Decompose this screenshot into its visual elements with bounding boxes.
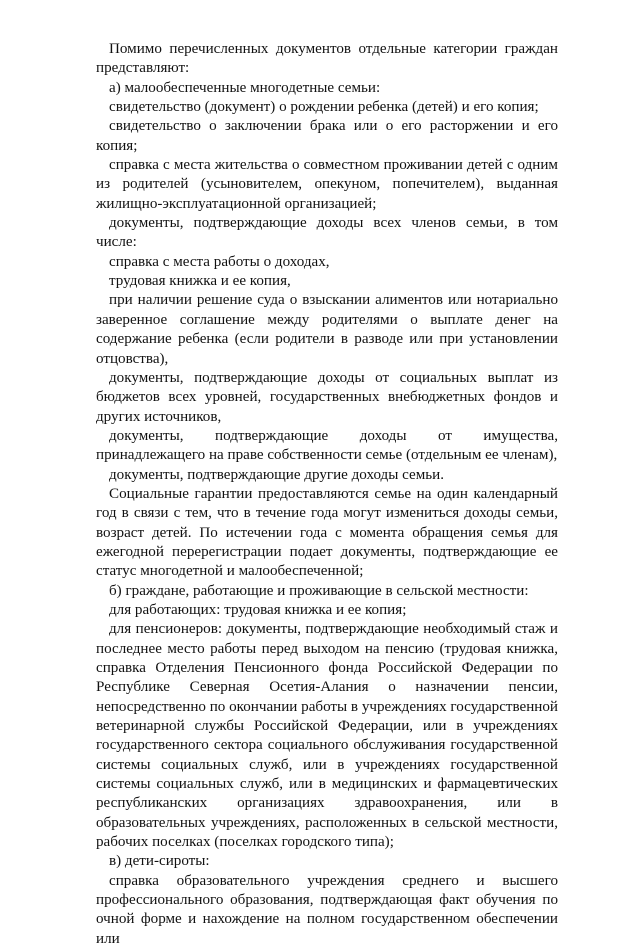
- list-item: свидетельство (документ) о рождении ребенка (детей) и его копия;: [109, 99, 539, 116]
- list-item: документы, подтверждающие другие доходы семьи.: [109, 466, 445, 483]
- list-item: справка с места жительства о совместном проживании детей с одним из родителей (усыновителем, опекуном, попечителем), выданная жилищно-эксплуатационной организацией;: [96, 157, 558, 212]
- list-item: для работающих: трудовая книжка и ее копия;: [109, 601, 407, 618]
- section-b-heading: б) граждане, работающие и проживающие в сельской местности:: [109, 582, 529, 599]
- list-item: справка с места работы о доходах,: [109, 253, 330, 270]
- list-item: для пенсионеров: документы, подтверждающие необходимый стаж и последнее место работы перед выходом на пенсию (трудовая книжка, справка Отделения Пенсионного фонда Российской Федерации по Республике Северная Осетия-Алания о назначении пенсии, непосредственно по окончании работы в учреждениях государственной ветеринарной службы Российской Федерации, или в учреждениях государственного сектора социального обслуживания государственной системы социальных служб, или в учреждениях государственной системы социальных служб, или в медицинских и фармацевтических республиканских организациях здравоохранения, или в образовательных учреждениях, расположенных в сельской местности, рабочих поселках (поселках городского типа);: [96, 621, 559, 851]
- paragraph-intro: Помимо перечисленных документов отдельные категории граждан представляют:: [96, 41, 558, 77]
- list-item: документы, подтверждающие доходы от имущества, принадлежащего на праве собственности семье (отдельным ее членам),: [96, 427, 558, 464]
- list-item: трудовая книжка и ее копия,: [109, 273, 291, 290]
- list-item: при наличии решение суда о взыскании алиментов или нотариально заверенное соглашение между родителями о выплате денег на содержание ребенка (если родители в разводе или при установлении отцовства),: [96, 292, 558, 367]
- list-item: справка образовательного учреждения среднего и высшего профессионального образования, подтверждающая факт обучения по очной форме и нахождение на полном государственном обеспечении или: [96, 872, 558, 947]
- list-item: свидетельство о заключении брака или о его расторжении и его копия;: [96, 118, 558, 154]
- document-page: [96, 40, 558, 949]
- paragraph-social-guarantees: Социальные гарантии предоставляются семье на один календарный год в связи с тем, что в течение года могут измениться доходы семьи, возраст детей. По истечении года с момента обращения семья для ежегодной перерегистрации подает документы, подтверждающие ее статус многодетной и малообеспеченной;: [96, 485, 558, 580]
- list-item: документы, подтверждающие доходы всех членов семьи, в том числе:: [96, 215, 558, 251]
- section-a-heading: а) малообеспеченные многодетные семьи:: [109, 79, 381, 96]
- section-c-heading: в) дети-сироты:: [109, 853, 210, 870]
- list-item: документы, подтверждающие доходы от социальных выплат из бюджетов всех уровней, государственных внебюджетных фондов и других источников,: [96, 369, 558, 425]
